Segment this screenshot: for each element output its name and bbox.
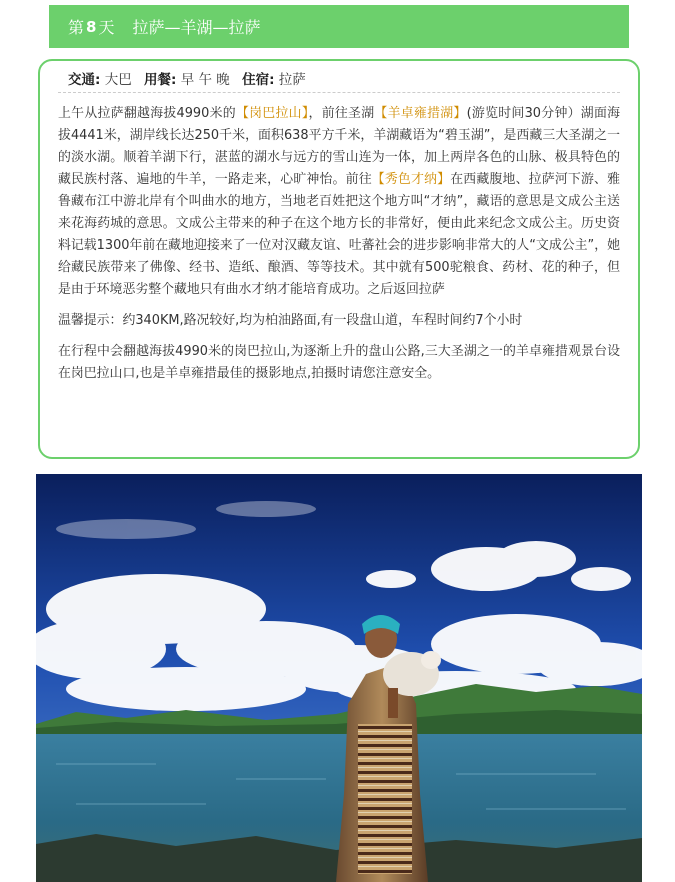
day-route: 拉萨—羊湖—拉萨 xyxy=(132,18,261,37)
day-suffix: 天 xyxy=(98,18,115,37)
note-paragraph: 在行程中会翻越海拔4990米的岗巴拉山,为逐渐上升的盘山公路,三大圣湖之一的羊卓雍措观景台设在岗巴拉山口,也是羊卓雍措最佳的摄影地点,拍摄时请您注意安全。 xyxy=(58,344,620,381)
description-paragraph xyxy=(58,103,620,301)
day-prefix: 第 xyxy=(68,18,85,37)
meta-row xyxy=(58,69,620,93)
description-text-1: 上午从拉萨翻越海拔4990米的 xyxy=(58,106,236,121)
lodging-value: 拉萨 xyxy=(278,72,306,88)
highlight-yamdrok: 【羊卓雍措湖】 xyxy=(374,106,467,121)
day-header xyxy=(49,5,629,48)
day-number: 8 xyxy=(86,17,97,36)
transport-value: 大巴 xyxy=(104,72,132,88)
description-text-4: 在西藏腹地、拉萨河下游、雅鲁藏布江中游北岸有个叫曲水的地方，当地老百姓把这个地方叫“才纳”，藏语的意思是文成公主送来花海药城的意思。文成公主带来的种子在这个地方长的非常好，便由此来纪念文成公主。历史资料记载1300年前在藏地迎接来了一位对汉藏友谊、吐蕃社会的进步影响非常大的人“文成公主”，她给藏民族带来了佛像、经书、造纸、酿酒、等等技术。其中就有500驼粮食、药材、花的种子，但是由于环境恶劣整个藏地只有曲水才纳才能培育成功。之后返回拉萨 xyxy=(58,172,621,297)
tip-paragraph: 温馨提示：约340KM,路况较好,均为柏油路面,有一段盘山道，车程时间约7个小时 xyxy=(58,313,523,328)
description-text-3: (游览时间30分钟）湖面海拔4441米，湖岸线长达250千米，面积638平方千米，羊湖藏语为“碧玉湖”，是西藏三大圣湖之一的淡水湖。顺着羊湖下行，湛蓝的湖水与远方的雪山连为一体，加上两岸各色的山脉、极具特色的藏民族村落、遍地的牛羊，一路走来，心旷神怡。前往 xyxy=(58,106,621,187)
meals-value: 早 午 晚 xyxy=(180,72,230,88)
description-text-2: ，前往圣湖 xyxy=(308,106,375,121)
lodging-label: 住宿: xyxy=(242,72,275,88)
lake-photo-illustration xyxy=(36,474,642,882)
meals-label: 用餐: xyxy=(144,72,177,88)
highlight-gangbala: 【岗巴拉山】 xyxy=(235,106,309,121)
itinerary-card xyxy=(38,59,640,459)
transport-label: 交通: xyxy=(68,72,101,88)
highlight-caina: 【秀色才纳】 xyxy=(371,172,451,187)
lake-photo xyxy=(36,474,642,882)
